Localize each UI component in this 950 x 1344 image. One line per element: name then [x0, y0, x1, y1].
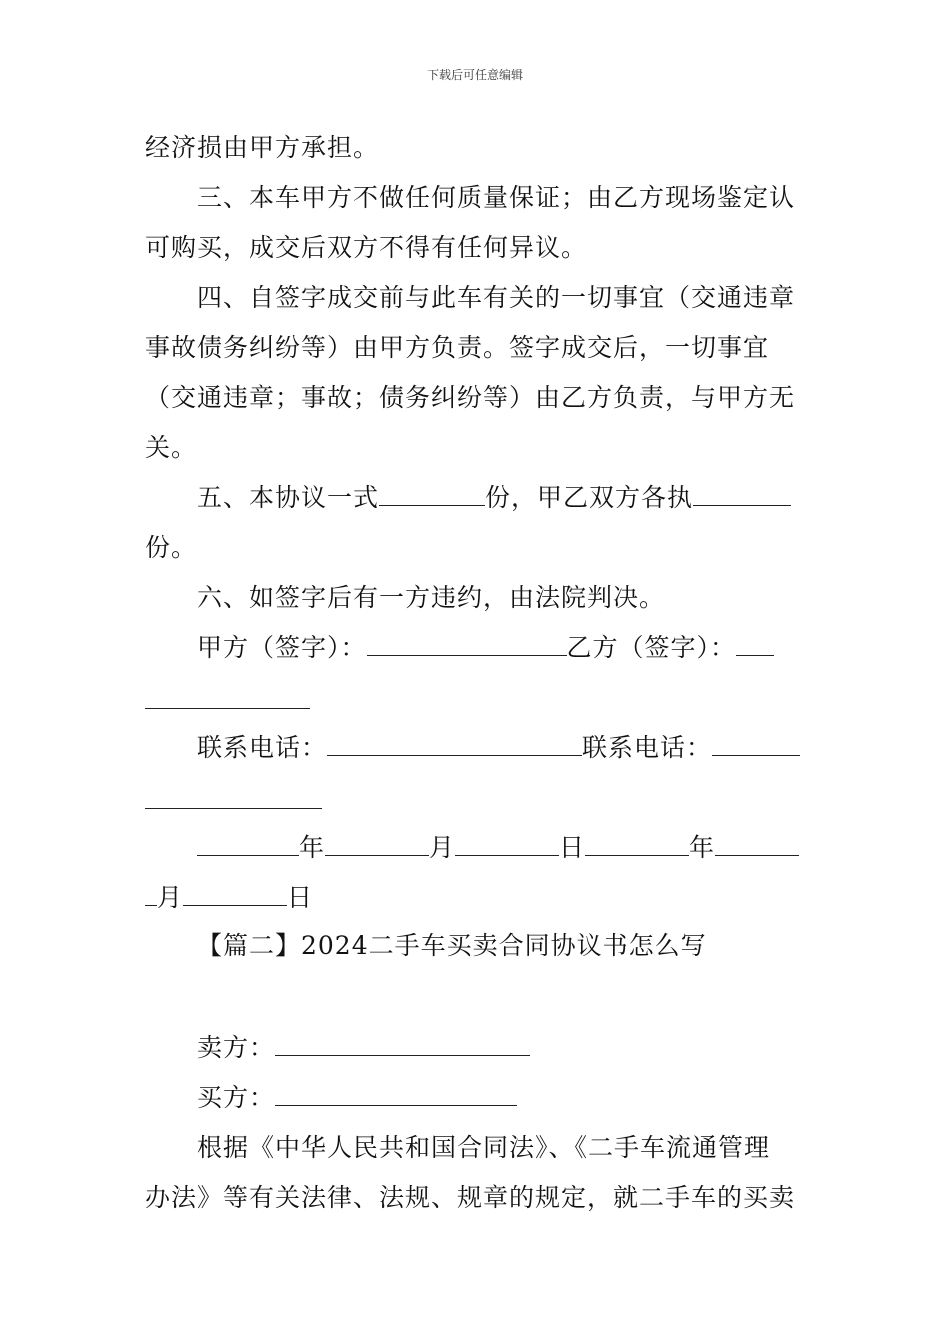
seller-label: 卖方：	[197, 1033, 276, 1062]
day-blank[interactable]	[455, 833, 559, 856]
paragraph-line: 份。	[145, 533, 198, 562]
seller-line	[197, 1032, 810, 1064]
clause-five-line	[197, 482, 810, 514]
party-a-signature-label: 甲方（签字）：	[197, 633, 367, 662]
phone-blank-continued[interactable]	[145, 808, 322, 809]
paragraph-line: 事故债务纠纷等）由甲方负责。签字成交后，一切事宜	[145, 333, 770, 362]
clause-three-line: 三、本车甲方不做任何质量保证；由乙方现场鉴定认	[197, 183, 796, 212]
buyer-blank[interactable]	[275, 1083, 517, 1106]
month-blank-2[interactable]	[715, 833, 799, 856]
clause-five-text-2: 份，甲乙双方各执	[485, 483, 694, 512]
paragraph-line: 根据《中华人民共和国合同法》、《二手车流通管理	[197, 1133, 771, 1162]
buyer-label: 买方：	[197, 1083, 276, 1112]
signature-line	[197, 632, 810, 664]
section-title: 【篇二】2024二手车买卖合同协议书怎么写	[197, 931, 707, 960]
year-blank[interactable]	[197, 833, 299, 856]
day-label-2: 日	[287, 883, 314, 912]
year-label: 年	[299, 833, 326, 862]
paragraph-line: （交通违章；事故；债务纠纷等）由乙方负责，与甲方无	[145, 383, 796, 412]
month-blank-2-continued[interactable]	[145, 883, 157, 906]
date-line-continued	[145, 882, 810, 914]
month-blank[interactable]	[325, 833, 429, 856]
day-blank-2[interactable]	[183, 883, 287, 906]
party-a-signature-blank[interactable]	[367, 633, 567, 656]
phone-line	[197, 732, 810, 764]
party-a-phone-blank[interactable]	[327, 733, 582, 756]
year-label-2: 年	[689, 833, 716, 862]
month-label-2: 月	[157, 883, 184, 912]
paragraph-line: 经济损由甲方承担。	[145, 133, 380, 162]
page-header: 下载后可任意编辑	[426, 68, 523, 82]
paragraph-line: 办法》等有关法律、法规、规章的规定，就二手车的买卖	[145, 1183, 796, 1212]
copies-blank[interactable]	[379, 483, 485, 506]
month-label: 月	[429, 833, 456, 862]
day-label: 日	[559, 833, 586, 862]
year-blank-2[interactable]	[585, 833, 689, 856]
date-line	[197, 832, 810, 864]
party-b-signature-blank[interactable]	[736, 633, 774, 656]
signature-blank-continued[interactable]	[145, 708, 310, 709]
seller-blank[interactable]	[275, 1033, 530, 1056]
paragraph-line: 可购买，成交后双方不得有任何异议。	[145, 233, 588, 262]
clause-five-text: 五、本协议一式	[197, 483, 380, 512]
clause-six-line: 六、如签字后有一方违约，由法院判决。	[197, 583, 666, 612]
paragraph-line: 关。	[145, 433, 198, 462]
party-a-phone-label: 联系电话：	[197, 733, 328, 762]
party-b-phone-label: 联系电话：	[582, 733, 713, 762]
buyer-line	[197, 1082, 810, 1114]
clause-four-line: 四、自签字成交前与此车有关的一切事宜（交通违章	[197, 283, 796, 312]
each-holds-blank[interactable]	[693, 483, 791, 506]
party-b-signature-label: 乙方（签字）：	[566, 633, 737, 662]
party-b-phone-blank[interactable]	[712, 733, 800, 756]
